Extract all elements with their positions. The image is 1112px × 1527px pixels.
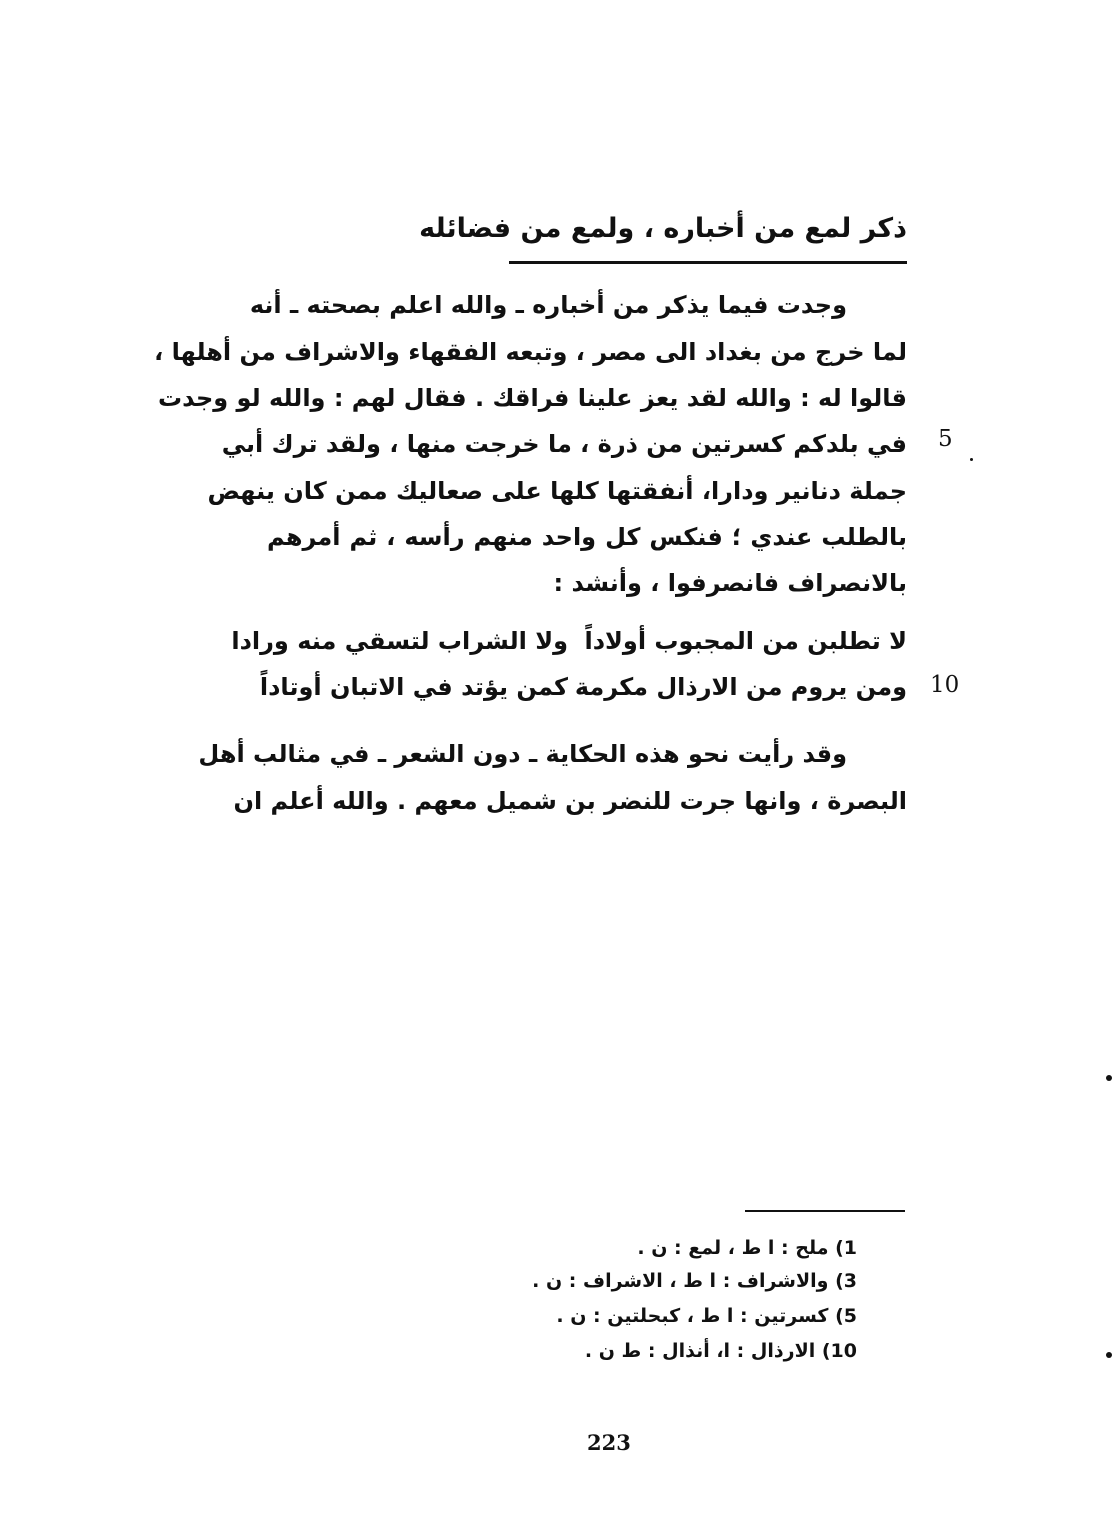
body-line: جملة دنانير ودارا، أنفقتها كلها على صعاليك ممن كان ينهض <box>207 477 907 505</box>
footnote: 3) والاشراف : ا ط ، الاشراف : ن . <box>532 1270 857 1292</box>
margin-mark <box>970 458 973 461</box>
margin-mark <box>1106 1352 1112 1358</box>
body-line: وقد رأيت نحو هذه الحكاية ـ دون الشعر ـ في مثالب أهل <box>198 740 847 768</box>
verse-first-hemistich: لا تطلبن من المجبوب أولاداً <box>584 627 907 655</box>
line-number: 5 <box>938 426 953 452</box>
verse-second-hemistich: كمن يؤتد في الاتبان أوتاداً <box>259 673 568 701</box>
verse-first-hemistich: ومن يروم من الارذال مكرمة <box>574 673 907 701</box>
body-line: بالطلب عندي ؛ فنكس كل واحد منهم رأسه ، ثم أمرهم <box>267 523 907 551</box>
verse-second-hemistich: ولا الشراب لتسقي منه ورادا <box>231 627 568 655</box>
line-number: 10 <box>930 672 960 698</box>
body-line: بالانصراف فانصرفوا ، وأنشد : <box>553 569 907 597</box>
footnote: 10) الارذال : ا، أنذال : ط ن . <box>584 1340 857 1362</box>
margin-mark <box>1106 1075 1112 1081</box>
body-line: قالوا له : والله لقد يعز علينا فراقك . فقال لهم : والله لو وجدت <box>157 384 907 412</box>
footnote: 5) كسرتين : ا ط ، كبحلتين : ن . <box>556 1305 857 1327</box>
footnote: 1) ملح : ا ط ، لمع : ن . <box>637 1237 857 1259</box>
body-line: البصرة ، وانها جرت للنضر بن شميل معهم . والله أعلم ان <box>233 787 907 815</box>
body-line: في بلدكم كسرتين من ذرة ، ما خرجت منها ، ولقد ترك أبي <box>221 430 907 458</box>
section-heading: ذكر لمع من أخباره ، ولمع من فضائله <box>419 213 907 244</box>
heading-underline <box>509 261 907 264</box>
page-number: 223 <box>587 1430 631 1455</box>
footnote-divider <box>745 1210 905 1212</box>
body-line: لما خرج من بغداد الى مصر ، وتبعه الفقهاء والاشراف من أهلها ، <box>154 338 907 366</box>
body-line: وجدت فيما يذكر من أخباره ـ والله اعلم بصحته ـ أنه <box>249 291 847 319</box>
